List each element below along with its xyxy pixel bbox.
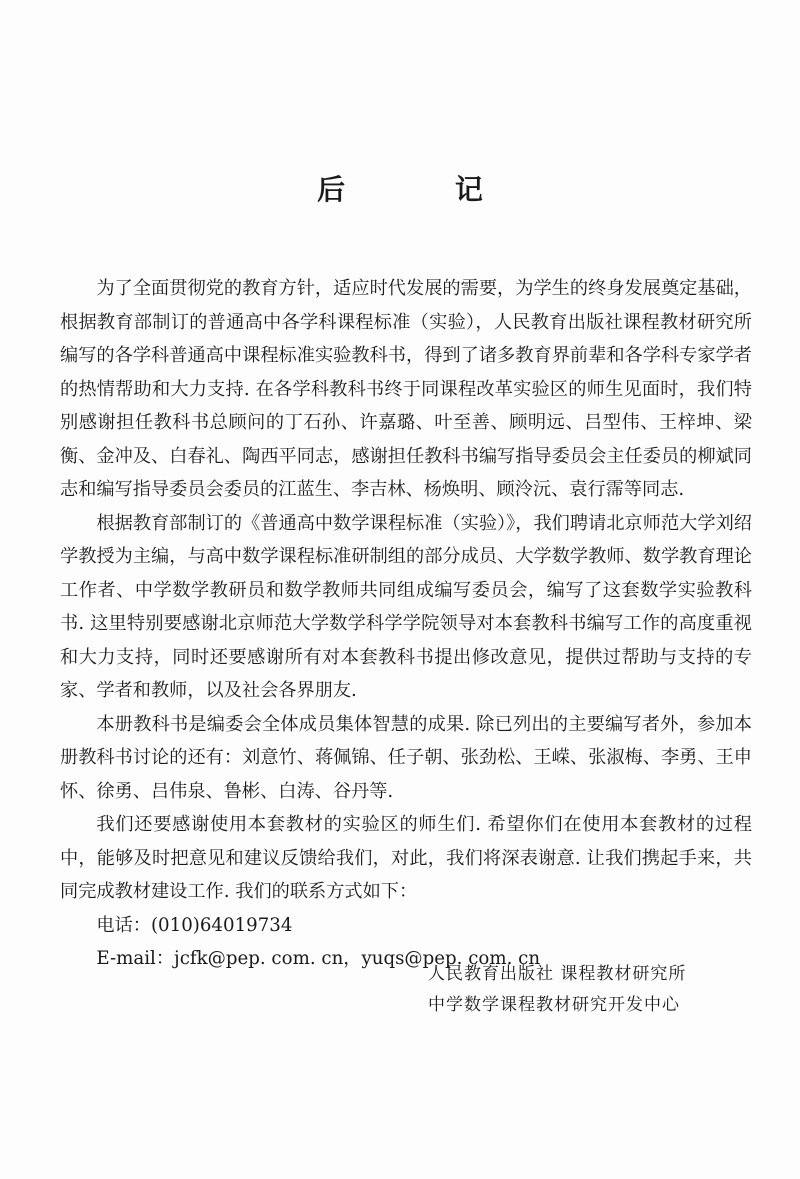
signature-line-2: 中学数学课程教材研究开发中心 [428, 995, 680, 1015]
contact-phone: 电话：(010)64019734 [96, 914, 293, 936]
body-text [60, 272, 752, 976]
paragraph-feedback: 我们还要感谢使用本套教材的实验区的师生们. 希望你们在使用本套教材的过程中，能够及时把意见和建议反馈给我们，对此，我们将深表谢意. 让我们携起手来，共同完成教材建设工作. 我们的联系方式如下： [60, 814, 752, 902]
paragraph-acknowledgement-advisors: 为了全面贯彻党的教育方针，适应时代发展的需要，为学生的终身发展奠定基础，根据教育部制订的普通高中各学科课程标准（实验），人民教育出版社课程教材研究所编写的各学科普通高中课程标准实验教科书，得到了诸多教育界前辈和各学科专家学者的热情帮助和大力支持. 在各学科教科书终于同课程改革实验区的师生见面时，我们特别感谢担任教科书总顾问的丁石孙、许嘉璐、叶至善、顾明远、吕型伟、王梓坤、梁衡、金冲及、白春礼、陶西平同志，感谢担任教科书编写指导委员会主任委员的柳斌同志和编写指导委员会委员的江蓝生、李吉林、杨焕明、顾泠沅、袁行霈等同志. [60, 278, 752, 500]
contact-email: E-mail：jcfk@pep. com. cn，yuqs@pep. com. cn [96, 948, 541, 969]
page-title: 后 记 [317, 173, 533, 206]
signature-block [428, 959, 686, 1021]
signature-line-1: 人民教育出版社 课程教材研究所 [428, 964, 687, 984]
paragraph-contributors: 本册教科书是编委会全体成员集体智慧的成果. 除已列出的主要编写者外，参加本册教科书讨论的还有：刘意竹、蒋佩锦、任子朝、张劲松、王嵘、张淑梅、李勇、王申怀、徐勇、吕伟泉、鲁彬、白涛、谷丹等. [60, 713, 752, 802]
paragraph-acknowledgement-editors: 根据教育部制订的《普通高中数学课程标准（实验）》，我们聘请北京师范大学刘绍学教授为主编，与高中数学课程标准研制组的部分成员、大学数学教师、数学教育理论工作者、中学数学教研员和数学教师共同组成编写委员会，编写了这套数学实验教科书. 这里特别要感谢北京师范大学数学科学学院领导对本套教科书编写工作的高度重视和大力支持，同时还要感谢所有对本套教科书提出修改意见，提供过帮助与支持的专家、学者和教师，以及社会各界朋友. [60, 512, 752, 701]
